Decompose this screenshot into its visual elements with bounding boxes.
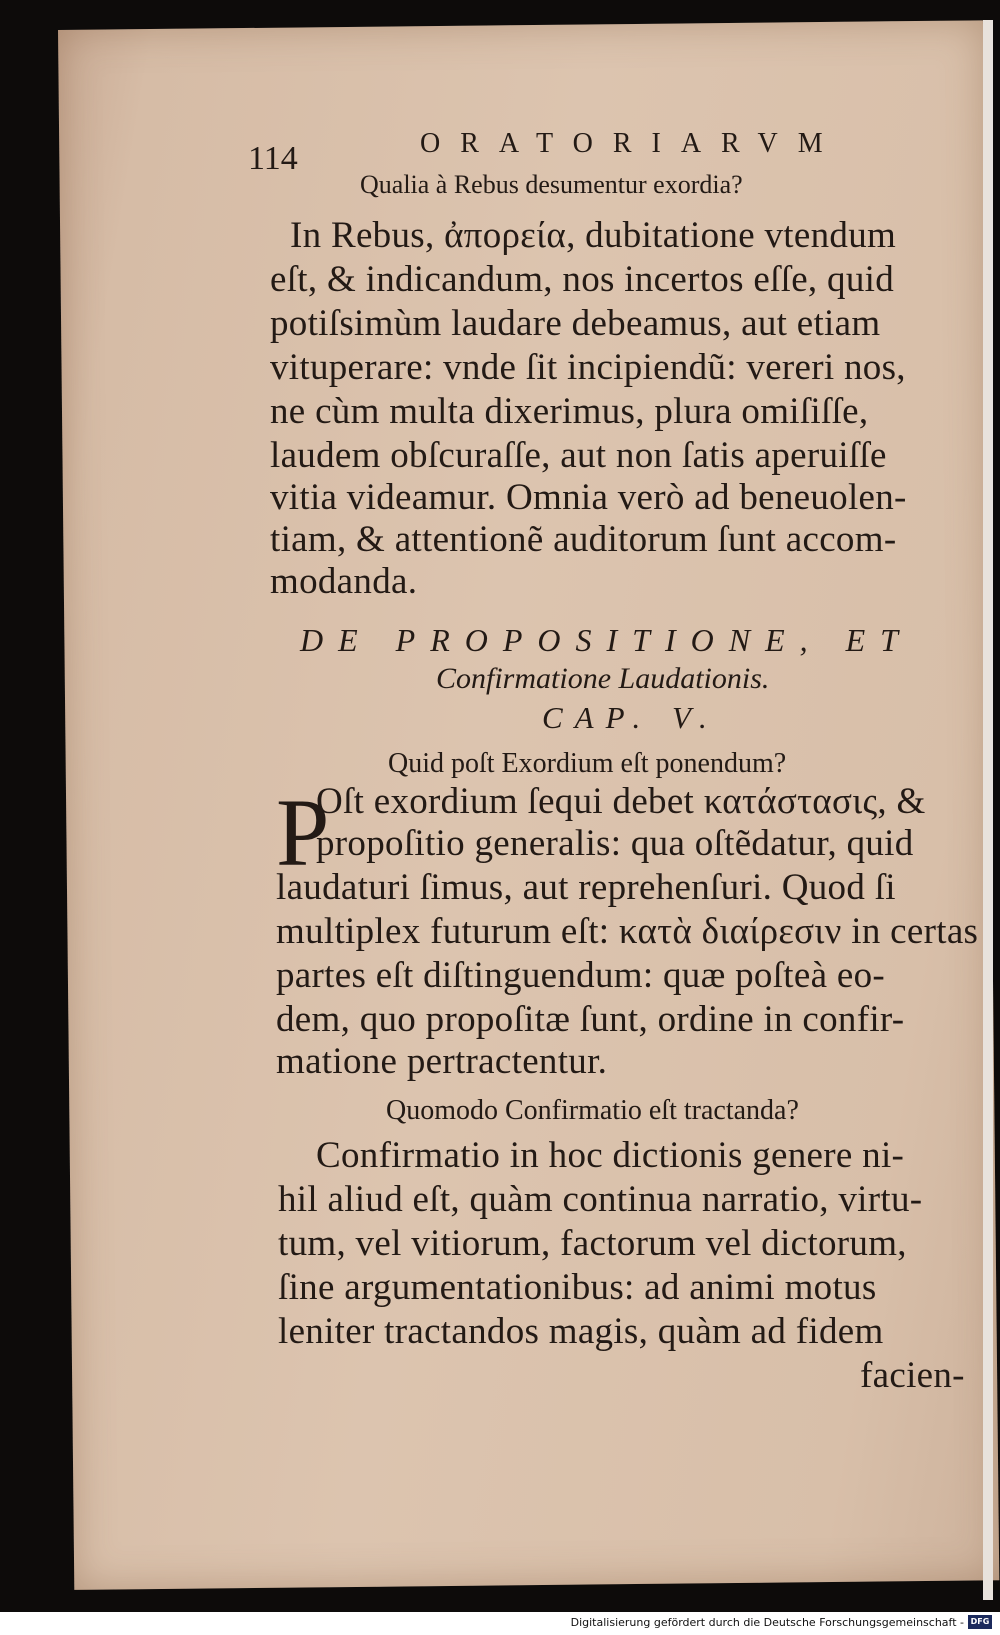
text-line: eſt, & indicandum, nos incertos eſſe, quid	[270, 259, 895, 300]
text-line: propoſitio generalis: qua oſtẽdatur, quid	[316, 823, 914, 864]
running-head: ORATORIARVM	[420, 128, 843, 159]
text-line: Oſt exordium ſequi debet κατάστασις, &	[316, 781, 926, 822]
text-line: Confirmatio in hoc dictionis genere ni-	[316, 1135, 905, 1176]
chapter-number: CAP. V.	[542, 700, 719, 735]
text-line: leniter tractandos magis, quàm ad fidem	[278, 1311, 884, 1352]
text-line: matione pertractentur.	[276, 1041, 608, 1082]
text-line: In Rebus, ἀπορεία, dubitatione vtendum	[290, 215, 897, 256]
chapter-heading: DE PROPOSITIONE, ET	[300, 622, 913, 658]
funding-credit: Digitalisierung gefördert durch die Deutsche Forschungsgemeinschaft -	[570, 1616, 964, 1629]
catchword: facien-	[860, 1355, 965, 1396]
drop-cap: P	[276, 779, 330, 886]
paper-edge	[983, 20, 993, 1600]
text-line: laudem obſcuraſſe, aut non ſatis aperuiſſe	[270, 435, 887, 476]
text-line: hil aliud eſt, quàm continua narratio, virtu-	[278, 1179, 923, 1220]
text-line: potiſsimùm laudare debeamus, aut etiam	[270, 303, 881, 344]
section-question: Qualia à Rebus desumentur exordia?	[360, 170, 743, 199]
text-line: multiplex futurum eſt: κατὰ διαίρεσιν in certas	[276, 911, 979, 952]
text-line: tiam, & attentionẽ auditorum ſunt accom-	[270, 519, 897, 560]
chapter-subheading: Confirmatione Laudationis.	[436, 662, 770, 695]
text-line: partes eſt diſtinguendum: quæ poſteà eo-	[276, 955, 886, 996]
section-question: Quomodo Confirmatio eſt tractanda?	[386, 1095, 799, 1126]
section-question: Quid poſt Exordium eſt ponendum?	[388, 748, 787, 779]
text-line: dem, quo propoſitæ ſunt, ordine in confir-	[276, 999, 905, 1040]
digitization-footer	[0, 1612, 1000, 1635]
text-line: modanda.	[270, 561, 418, 602]
text-line: ſine argumentationibus: ad animi motus	[278, 1267, 877, 1308]
text-line: ne cùm multa dixerimus, plura omiſiſſe,	[270, 391, 869, 432]
text-line: tum, vel vitiorum, factorum vel dictorum,	[278, 1223, 907, 1264]
text-line: vitia videamur. Omnia verò ad beneuolen-	[270, 477, 907, 518]
text-line: vituperare: vnde ſit incipiendũ: vereri nos,	[270, 347, 906, 388]
page-number: 114	[248, 140, 298, 177]
text-line: laudaturi ſimus, aut reprehenſuri. Quod ſi	[276, 867, 896, 908]
dfg-logo: DFG	[968, 1615, 992, 1629]
